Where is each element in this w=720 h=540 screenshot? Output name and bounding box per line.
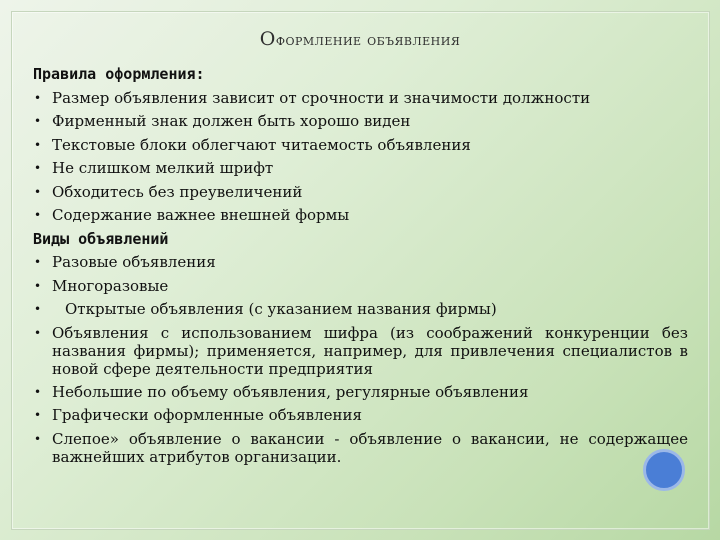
list-item-text: Разовые объявления	[52, 253, 216, 271]
list-item-text: Слепое» объявление о вакансии - объявление о вакансии, не содержащее важнейших атрибутов организации.	[52, 429, 688, 466]
list-item-text: Обходитесь без преувеличений	[52, 182, 303, 201]
title-first-letter: О	[259, 28, 276, 50]
list-item	[33, 404, 688, 428]
bullet-icon: •	[34, 302, 42, 316]
list-item-text: Фирменный знак должен быть хорошо виден	[52, 112, 411, 130]
decorative-circle-icon	[643, 449, 685, 491]
list-item	[33, 275, 688, 299]
section-heading-rules: Правила оформления:	[33, 65, 205, 83]
section-heading-types: Виды объявлений	[33, 229, 169, 248]
list-item-text: Многоразовые	[52, 276, 169, 295]
bullet-icon: •	[34, 90, 42, 105]
list-item-text: Объявления с использованием шифра (из соображений конкуренции без названия фирмы); применяется, например, для привлечения специалистов в новой сфере деятельности предприятия	[52, 323, 688, 378]
list-item	[33, 298, 688, 322]
bullet-icon: •	[34, 408, 42, 422]
bullet-icon: •	[34, 431, 42, 446]
list-item	[33, 381, 688, 405]
bullet-icon: •	[34, 137, 42, 152]
bullet-icon: •	[34, 325, 42, 340]
bullet-icon: •	[34, 184, 42, 199]
list-item	[33, 204, 688, 228]
list-item-text: Графически оформленные объявления	[52, 406, 362, 424]
list-item	[33, 181, 688, 205]
list-item-text: Содержание важнее внешней формы	[52, 206, 350, 224]
list-item	[33, 110, 688, 134]
bullet-icon: •	[34, 208, 42, 222]
list-item-text: Текстовые блоки облегчают читаемость объявления	[52, 135, 471, 154]
bullet-icon: •	[34, 114, 42, 128]
list-item-text: Не слишком мелкий шрифт	[52, 159, 274, 177]
list-item	[33, 157, 688, 181]
bullet-icon: •	[34, 278, 42, 293]
list-item	[33, 134, 688, 158]
list-item-text: Открытые объявления (с указанием названия фирмы)	[65, 300, 497, 318]
slide-title	[0, 28, 720, 50]
list-item	[33, 251, 688, 275]
title-rest: формление объявления	[275, 30, 461, 49]
list-item	[33, 324, 688, 378]
bullet-icon: •	[34, 255, 42, 269]
list-item-text: Небольшие по объему объявления, регулярные объявления	[52, 382, 529, 401]
bullet-icon: •	[34, 161, 42, 175]
bullet-icon: •	[34, 384, 42, 399]
list-item-text: Размер объявления зависит от срочности и значимости должности	[52, 88, 591, 107]
list-item	[33, 430, 688, 466]
slide-content	[33, 63, 688, 469]
list-item	[33, 87, 688, 111]
